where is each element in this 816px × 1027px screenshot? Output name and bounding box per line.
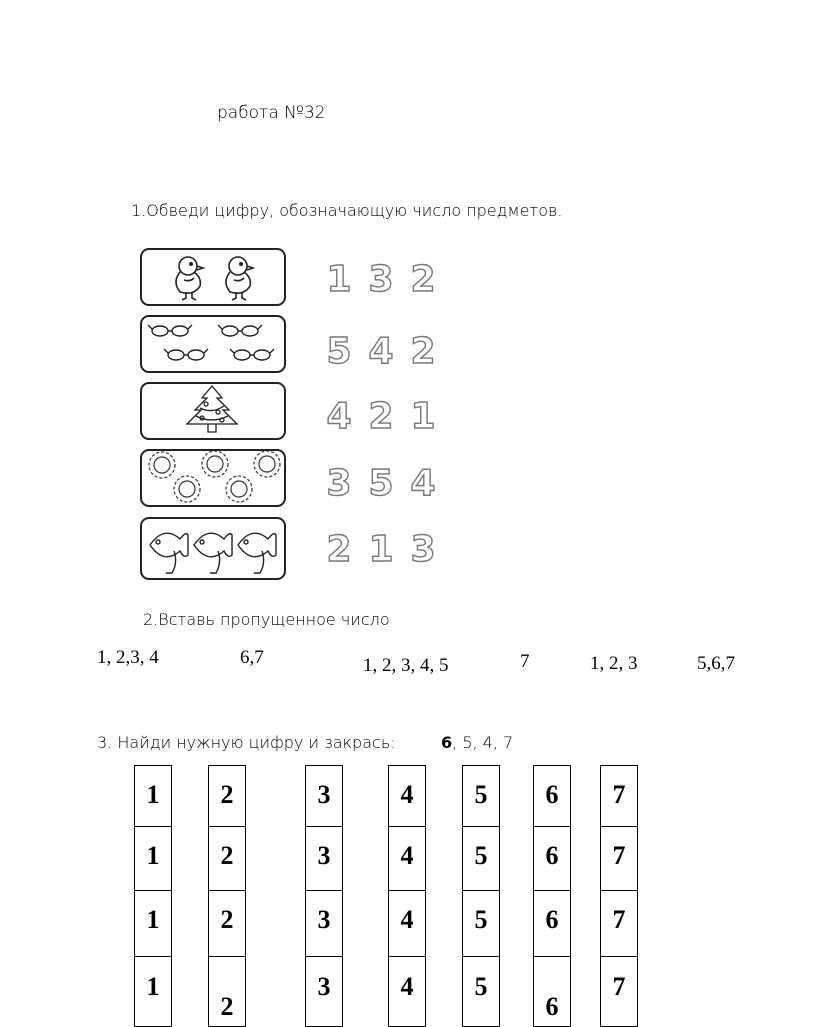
picture-box-tree [140,382,286,440]
grid-digit-cell[interactable]: 6 [545,780,559,809]
grid-digit-cell[interactable]: 6 [545,841,559,870]
page-title: работа №32 [217,103,326,123]
christmas-tree-icon [142,384,282,438]
cell-divider [209,826,245,827]
grid-digit-cell[interactable]: 2 [220,841,234,870]
choice-digit[interactable]: 5 [368,463,394,504]
grid-digit-cell[interactable]: 6 [545,905,559,934]
choice-digit[interactable]: 1 [410,396,436,437]
sun-icon [142,451,282,505]
choice-digit[interactable]: 3 [410,529,436,570]
picture-box-fish [140,517,286,580]
choice-digit[interactable]: 3 [326,463,352,504]
choice-digit[interactable]: 3 [368,259,394,300]
grid-digit-cell[interactable]: 5 [474,905,488,934]
grid-digit-cell[interactable]: 4 [400,780,414,809]
grid-digit-cell[interactable]: 2 [220,905,234,934]
choice-digit[interactable]: 4 [326,396,352,437]
cell-divider [209,956,245,957]
grid-digit-cell[interactable]: 4 [400,841,414,870]
digit-choices-row-2 [325,331,437,372]
digit-choices-row-4 [325,463,437,504]
cell-divider [601,826,637,827]
grid-digit-cell[interactable]: 4 [400,905,414,934]
grid-digit-cell[interactable]: 3 [317,780,331,809]
choice-digit[interactable]: 5 [326,331,352,372]
choice-digit[interactable]: 4 [410,463,436,504]
choice-digit[interactable]: 2 [326,529,352,570]
cell-divider [601,956,637,957]
cell-divider [389,826,425,827]
cell-divider [306,826,342,827]
cell-divider [135,956,171,957]
cell-divider [601,890,637,891]
digit-choices-row-3 [325,396,437,437]
grid-digit-cell[interactable]: 7 [612,841,626,870]
choice-digit[interactable]: 4 [368,331,394,372]
cell-divider [389,890,425,891]
grid-digit-cell[interactable]: 5 [474,972,488,1001]
digit-choices-row-5 [325,529,437,570]
grid-digit-cell[interactable]: 7 [612,972,626,1001]
grid-digit-cell[interactable]: 2 [220,992,234,1021]
cell-divider [463,890,499,891]
grid-digit-cell[interactable]: 1 [146,905,160,934]
glasses-icon [142,317,282,371]
grid-digit-cell[interactable]: 3 [317,972,331,1001]
sequence-1a: 1, 2,3, 4 [97,647,159,668]
target-digit-bold: 6 [441,733,453,752]
choice-digit[interactable]: 1 [326,259,352,300]
grid-digit-cell[interactable]: 5 [474,780,488,809]
choice-digit[interactable]: 2 [410,259,436,300]
task1-heading: 1.Обведи цифру, обозначающую число предметов. [131,201,563,220]
choice-digit[interactable]: 1 [368,529,394,570]
sequence-2a: 1, 2, 3, 4, 5 [363,655,449,676]
sequence-1b: 6,7 [240,647,264,668]
grid-digit-cell[interactable]: 1 [146,841,160,870]
grid-digit-cell[interactable]: 7 [612,905,626,934]
cell-divider [534,956,570,957]
chick-icon [142,250,282,304]
grid-digit-cell[interactable]: 4 [400,972,414,1001]
task2-heading: 2.Вставь пропущенное число [143,610,390,629]
task3-heading: 3. Найди нужную цифру и закрась: [97,733,396,752]
target-digits [441,733,513,752]
target-digits-rest: , 5, 4, 7 [452,733,514,752]
sequence-3a: 1, 2, 3 [590,653,638,674]
grid-digit-cell[interactable]: 7 [612,780,626,809]
picture-box-chicks [140,248,286,306]
grid-digit-cell[interactable]: 2 [220,780,234,809]
cell-divider [463,826,499,827]
cell-divider [389,956,425,957]
picture-box-suns [140,449,286,507]
sequence-2b: 7 [520,651,530,672]
cell-divider [306,956,342,957]
cell-divider [463,956,499,957]
cell-divider [534,890,570,891]
cell-divider [534,826,570,827]
grid-digit-cell[interactable]: 5 [474,841,488,870]
grid-digit-cell[interactable]: 3 [317,905,331,934]
cell-divider [306,890,342,891]
digit-choices-row-1 [325,259,437,300]
choice-digit[interactable]: 2 [410,331,436,372]
choice-digit[interactable]: 2 [368,396,394,437]
picture-box-glasses [140,315,286,373]
grid-digit-cell[interactable]: 1 [146,780,160,809]
cell-divider [135,826,171,827]
cell-divider [209,890,245,891]
grid-digit-cell[interactable]: 1 [146,972,160,1001]
sequence-3b: 5,6,7 [697,653,735,674]
cell-divider [135,890,171,891]
fish-icon [142,519,282,577]
grid-digit-cell[interactable]: 6 [545,992,559,1021]
grid-digit-cell[interactable]: 3 [317,841,331,870]
